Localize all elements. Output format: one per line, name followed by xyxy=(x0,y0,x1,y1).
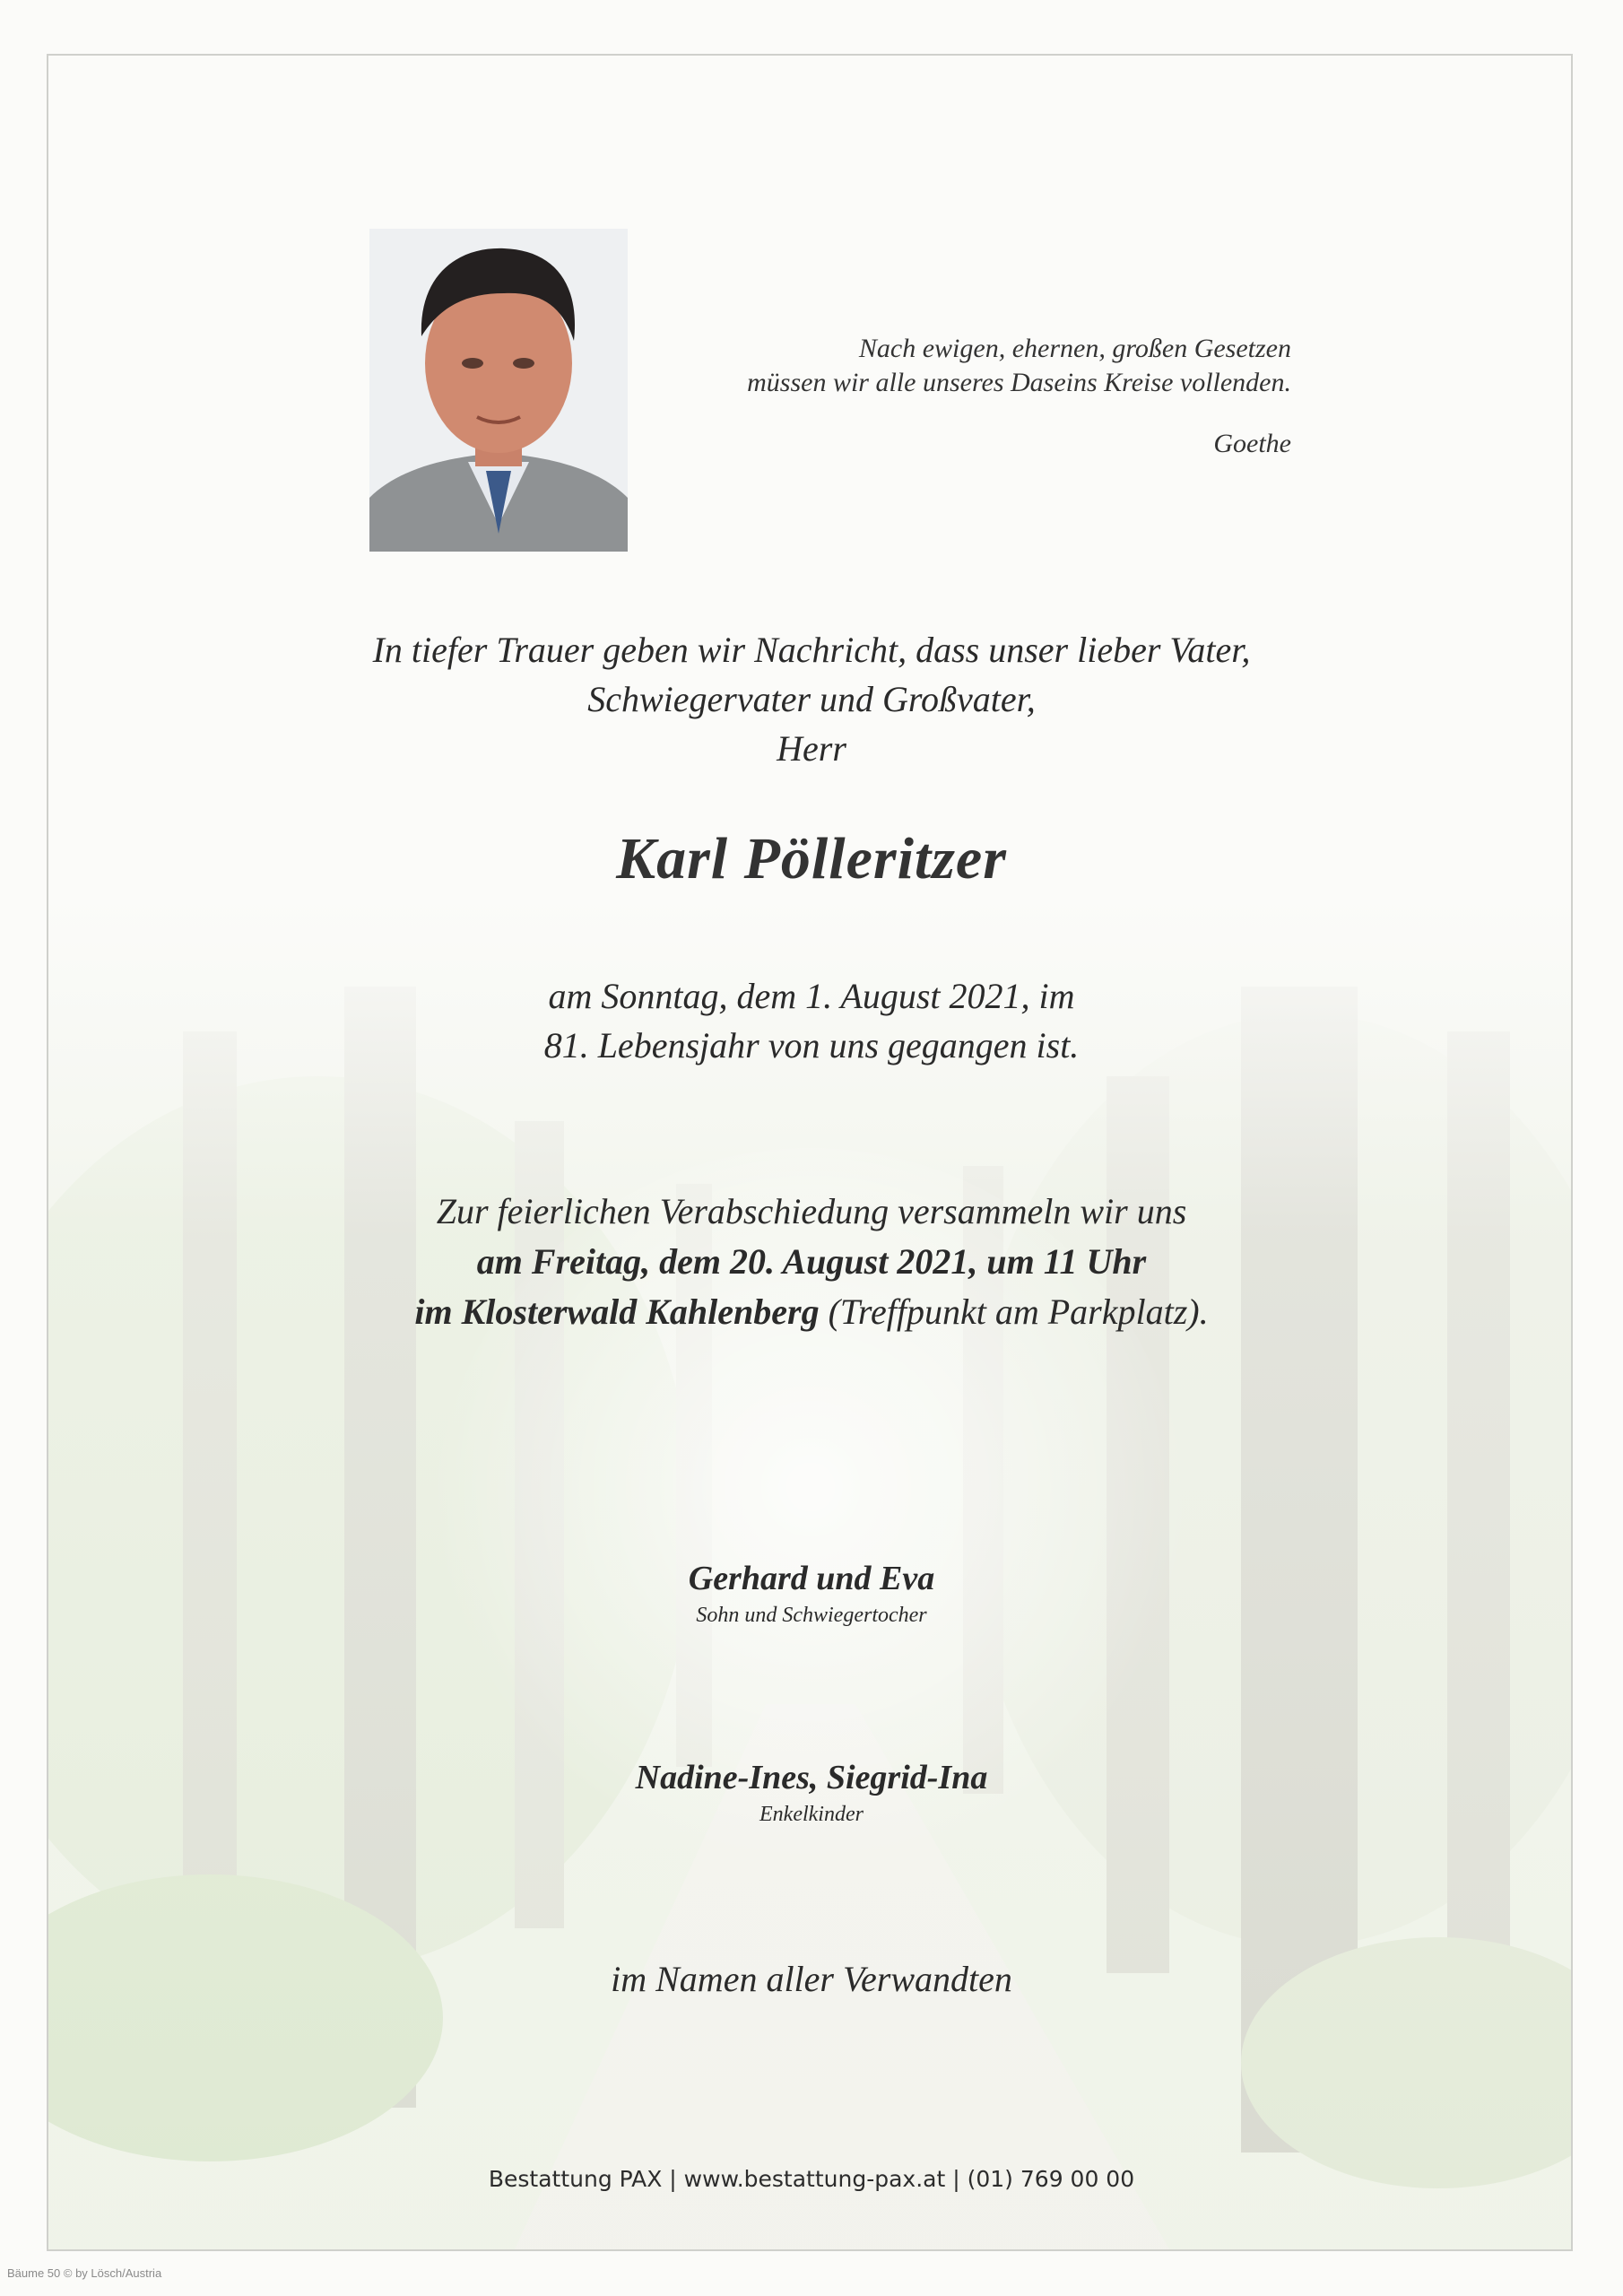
death-notice xyxy=(0,971,1623,1070)
quote-author: Goethe xyxy=(1213,429,1291,458)
portrait-photo xyxy=(369,229,628,552)
mourner-role: Enkelkinder xyxy=(759,1803,864,1826)
intro-line-3: Herr xyxy=(777,728,846,769)
death-line-1: am Sonntag, dem 1. August 2021, im xyxy=(548,976,1075,1016)
quote-line-1: Nach ewigen, ehernen, großen Gesetzen xyxy=(858,334,1291,363)
farewell-meeting-point: (Treffpunkt am Parkplatz). xyxy=(819,1292,1209,1332)
mourner-role: Sohn und Schwiegertocher xyxy=(696,1604,927,1627)
mourner-name: Nadine-Ines, Siegrid-Ina xyxy=(635,1759,988,1796)
intro-line-2: Schwiegervater und Großvater, xyxy=(587,679,1036,719)
image-credit: Bäume 50 © by Lösch/Austria xyxy=(7,2266,162,2280)
funeral-home-footer: Bestattung PAX | www.bestattung-pax.at | (01) 769 00 00 xyxy=(488,2166,1135,2192)
farewell-place: im Klosterwald Kahlenberg xyxy=(414,1292,820,1332)
deceased-name: Karl Pölleritzer xyxy=(616,826,1007,891)
intro-line-1: In tiefer Trauer geben wir Nachricht, dass unser lieber Vater, xyxy=(372,630,1251,670)
mourner-group-1 xyxy=(0,1559,1623,1628)
relatives-line: im Namen aller Verwandten xyxy=(611,1959,1012,1999)
farewell-line-1: Zur feierlichen Verabschiedung versammeln wir uns xyxy=(436,1191,1187,1231)
mourner-group-2 xyxy=(0,1758,1623,1827)
farewell-location xyxy=(0,1287,1623,1337)
death-line-2: 81. Lebensjahr von uns gegangen ist. xyxy=(543,1025,1080,1065)
quote-line-2: müssen wir alle unseres Daseins Kreise vollenden. xyxy=(747,368,1291,397)
mourner-name: Gerhard und Eva xyxy=(688,1560,935,1597)
goethe-quote xyxy=(664,332,1291,461)
farewell-date: am Freitag, dem 20. August 2021, um 11 Uhr xyxy=(476,1241,1147,1282)
farewell-ceremony xyxy=(0,1187,1623,1337)
announcement-intro xyxy=(0,625,1623,773)
